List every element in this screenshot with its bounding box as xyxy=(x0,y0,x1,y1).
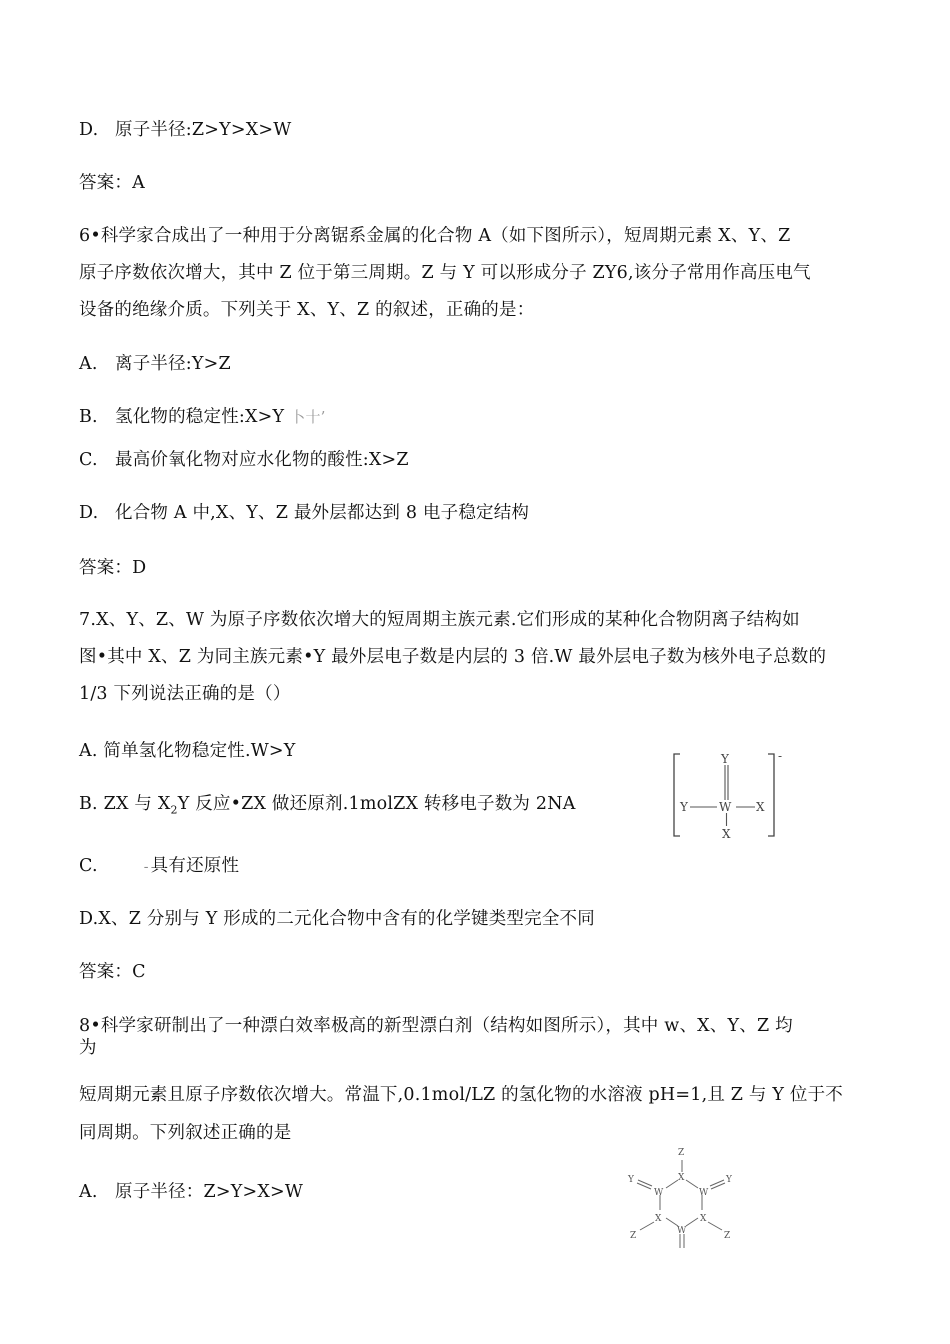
atom-left: Y xyxy=(680,800,688,814)
q6-stem-line-2: 原子序数依次增大，其中 Z 位于第三周期。Z 与 Y 可以形成分子 ZY6,该分子常用作高压电气 xyxy=(79,263,811,283)
q6-answer: 答案：D xyxy=(79,558,147,578)
q8-stem-line-4: 同周期。下列叙述正确的是 xyxy=(79,1123,292,1143)
q6-stem-line-1: 6•科学家合成出了一种用于分离锯系金属的化合物 A（如下图所示），短周期元素 X、Y、Z xyxy=(79,226,791,246)
atom-y-right: Y xyxy=(726,1175,732,1185)
atom-z-right: Z xyxy=(724,1231,731,1241)
q7-option-a: A. 简单氢化物稳定性.W>Y xyxy=(79,741,296,761)
stray-mark: 卜十’ xyxy=(290,408,326,426)
atom-w-left: W xyxy=(654,1188,664,1198)
option-letter: D. xyxy=(79,503,99,523)
option-letter: A. xyxy=(79,354,98,374)
q7-option-b xyxy=(79,792,576,816)
q8-stem-line-1: 8•科学家研制出了一种漂白效率极高的新型漂白剂（结构如图所示），其中 w、X、Y、Z 均 xyxy=(79,1016,793,1036)
atom-center: W xyxy=(719,800,732,814)
q5-option-d xyxy=(79,118,291,142)
atom-top: Y xyxy=(721,752,729,766)
option-letter: A. xyxy=(79,1182,98,1202)
q6-option-c xyxy=(79,448,409,472)
q8-option-a xyxy=(79,1180,303,1204)
option-text: 化合物 A 中,X、Y、Z 最外层都达到 8 电子稳定结构 xyxy=(115,503,530,523)
option-b-post: Y 反应•ZX 做还原剂.1molZX 转移电子数为 2NA xyxy=(177,794,576,814)
q6-option-d xyxy=(79,501,529,525)
right-bracket xyxy=(768,754,774,836)
option-b-pre: B. ZX 与 X xyxy=(79,794,171,814)
missing-formula-dash: - xyxy=(143,859,149,875)
q7-anion-structure-figure xyxy=(670,748,788,842)
q7-stem-line-1: 7.X、Y、Z、W 为原子序数依次增大的短周期主族元素.它们形成的某种化合物阴离子结构如 xyxy=(79,610,800,630)
q7-option-d: D.X、Z 分别与 Y 形成的二元化合物中含有的化学键类型完全不同 xyxy=(79,909,595,929)
atom-z-top: Z xyxy=(678,1148,685,1158)
q6-option-b xyxy=(79,405,326,429)
q7-stem-line-2: 图•其中 X、Z 为同主族元素•Y 最外层电子数是内层的 3 倍.W 最外层电子数为核外电子总数的 xyxy=(79,647,827,667)
option-letter: C. xyxy=(79,856,98,876)
option-letter: C. xyxy=(79,450,98,470)
q5-answer: 答案：A xyxy=(79,173,145,193)
atom-bottom: X xyxy=(722,827,731,841)
q8-stem-line-2: 为 xyxy=(79,1038,97,1058)
atom-w-right: W xyxy=(699,1188,709,1198)
atom-x-right: X xyxy=(700,1214,707,1224)
atom-w-bottom: W xyxy=(677,1226,687,1236)
option-text: 原子半径：Z>Y>X>W xyxy=(115,1182,304,1202)
atom-y-left: Y xyxy=(628,1175,634,1185)
option-text: 原子半径:Z>Y>X>W xyxy=(115,120,292,140)
subscript: 2 xyxy=(170,803,178,817)
q8-stem-line-3: 短周期元素且原子序数依次增大。常温下,0.1mol/LZ 的氢化物的水溶液 pH=1,且 Z 与 Y 位于不 xyxy=(79,1085,844,1105)
option-text: 离子半径:Y>Z xyxy=(115,354,231,374)
atom-right: X xyxy=(756,800,765,814)
q8-ring-structure-figure xyxy=(618,1142,748,1258)
atom-x-left: X xyxy=(655,1214,662,1224)
left-bracket xyxy=(674,754,680,836)
q6-option-a xyxy=(79,352,231,376)
option-letter: D. xyxy=(79,120,99,140)
q6-stem-line-3: 设备的绝缘介质。下列关于 X、Y、Z 的叙述，正确的是： xyxy=(79,300,535,320)
option-letter: B. xyxy=(79,407,98,427)
atom-x-top: X xyxy=(678,1173,685,1183)
q7-option-c xyxy=(79,854,239,879)
q7-answer: 答案：C xyxy=(79,962,146,982)
option-text: 最高价氧化物对应水化物的酸性:X>Z xyxy=(115,450,409,470)
q7-stem-line-3: 1/3 下列说法正确的是（） xyxy=(79,684,291,704)
option-text: 氢化物的稳定性:X>Y xyxy=(115,407,285,427)
atom-z-left: Z xyxy=(630,1231,637,1241)
charge-sign: - xyxy=(778,749,783,763)
option-text: 具有还原性 xyxy=(150,856,240,876)
